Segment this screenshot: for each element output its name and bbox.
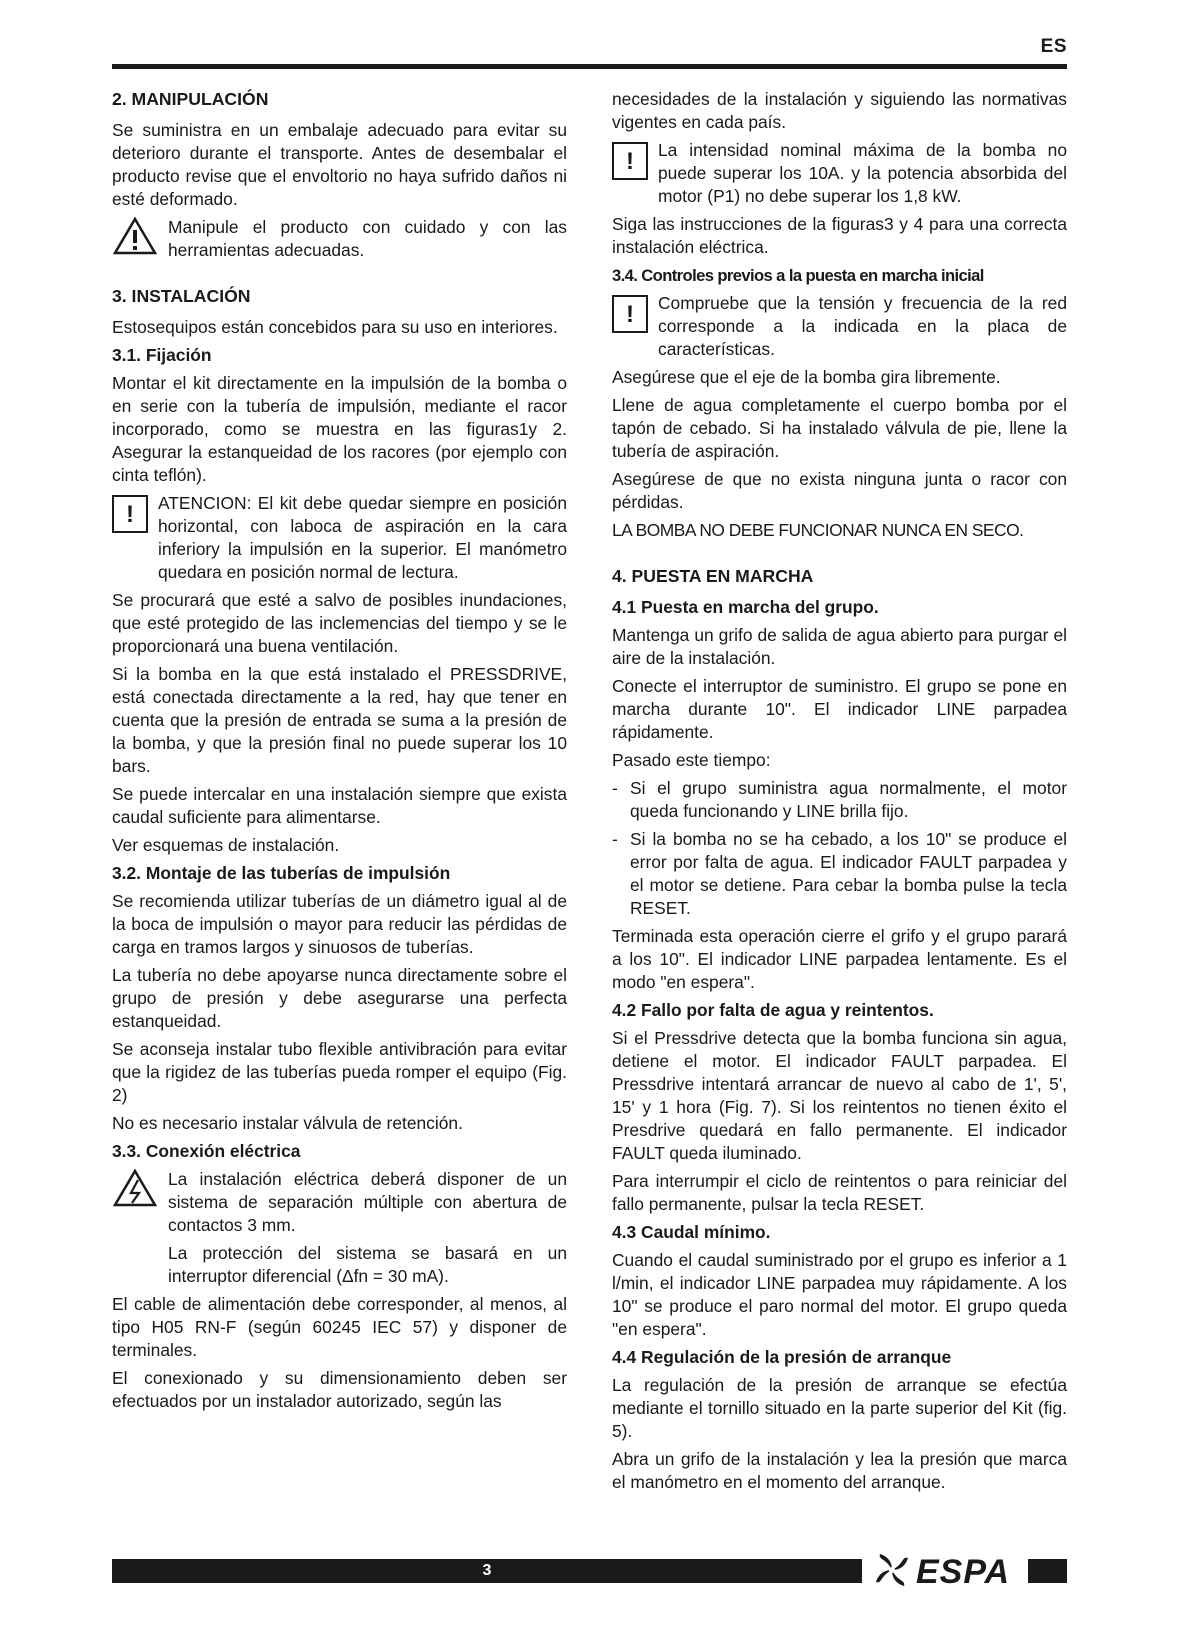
paragraph: No es necesario instalar válvula de retención. — [112, 1113, 463, 1133]
paragraph: El cable de alimentación debe corresponder, al menos, al tipo H05 RN-F (según 60245 IEC 57) y disponer de terminales. — [112, 1294, 567, 1360]
paragraph: Si el Pressdrive detecta que la bomba funciona sin agua, detiene el motor. El indicador FAULT parpadea. El Pressdrive intentará arrancar de nuevo al cabo de 1', 5', 15' y 1 hora (Fig. 7). Si los reintentos no tienen éxito el Presdrive quedará en fallo permanente. El indicador FAULT queda iluminado. — [612, 1028, 1067, 1163]
paragraph: El conexionado y su dimensionamiento deben ser efectuados por un instalador autorizado, según las — [112, 1368, 567, 1411]
paragraph: Se recomienda utilizar tuberías de un diámetro igual al de la boca de impulsión o mayor para reducir las pérdidas de carga en tramos largos y sinuosos de tuberías. — [112, 891, 567, 957]
paragraph: Llene de agua completamente el cuerpo bomba por el tapón de cebado. Si ha instalado válvula de pie, llene la tubería de aspiración. — [612, 395, 1067, 461]
paragraph: Siga las instrucciones de la figuras3 y 4 para una correcta instalación eléctrica. — [612, 214, 1067, 257]
section-4-4-title: 4.4 Regulación de la presión de arranque — [612, 1347, 952, 1367]
paragraph: Conecte el interruptor de suministro. El grupo se pone en marcha durante 10". El indicador LINE parpadea rápidamente. — [612, 676, 1067, 742]
paragraph: Si la bomba en la que está instalado el PRESSDRIVE, está conectada directamente a la red, hay que tener en cuenta que la presión de entrada se suma a la presión de la bomba, y que la presión final no puede superar los 10 bars. — [112, 664, 567, 776]
caution-note — [612, 139, 1067, 208]
header-rule — [112, 64, 1067, 69]
warning-note — [112, 216, 567, 262]
paragraph: La protección del sistema se basará en un interruptor diferencial (Δfn = 30 mA). — [168, 1243, 567, 1286]
paragraph: Abra un grifo de la instalación y lea la presión que marca el manómetro en el momento del arranque. — [612, 1449, 1067, 1492]
section-4-title: 4. PUESTA EN MARCHA — [612, 566, 814, 586]
language-code: ES — [1040, 36, 1067, 57]
espa-logo-icon — [872, 1550, 912, 1595]
caution-text: La intensidad nominal máxima de la bomba no puede superar los 10A. y la potencia absorbida del motor (P1) no debe superar los 1,8 kW. — [658, 140, 1067, 206]
caution-note — [112, 492, 567, 584]
paragraph: Cuando el caudal suministrado por el grupo es inferior a 1 l/min, el indicador LINE parpadea muy rápidamente. A los 10" se produce el paro normal del motor. El grupo queda "en espera". — [612, 1250, 1067, 1339]
section-3-4-title: 3.4. Controles previos a la puesta en marcha inicial — [612, 266, 984, 285]
brand-logo — [872, 1550, 1010, 1595]
paragraph: Asegúrese que el eje de la bomba gira libremente. — [612, 367, 1001, 387]
caution-text: Compruebe que la tensión y frecuencia de la red corresponde a la indicada en la placa de características. — [658, 293, 1067, 359]
paragraph: necesidades de la instalación y siguiendo las normativas vigentes en cada país. — [612, 89, 1067, 132]
list-item: - Si la bomba no se ha cebado, a los 10" se produce el error por falta de agua. El indicador FAULT parpadea y el motor se detiene. Para cebar la bomba pulse la tecla RESET. — [612, 829, 1067, 918]
right-column — [612, 88, 1067, 1499]
paragraph: Estosequipos están concebidos para su uso en interiores. — [112, 317, 558, 337]
paragraph: Ver esquemas de instalación. — [112, 835, 340, 855]
paragraph: La tubería no debe apoyarse nunca directamente sobre el grupo de presión y debe asegurarse una perfecta estanqueidad. — [112, 965, 567, 1031]
section-4-1-title: 4.1 Puesta en marcha del grupo. — [612, 597, 879, 617]
section-2-title: 2. MANIPULACIÓN — [112, 89, 269, 109]
exclamation-box-icon: ! — [612, 295, 648, 333]
paragraph: Se procurará que esté a salvo de posibles inundaciones, que esté protegido de las inclemencias del tiempo y se le proporcionará una buena ventilación. — [112, 590, 567, 656]
list-item: - Si el grupo suministra agua normalmente, el motor queda funcionando y LINE brilla fijo. — [612, 778, 1067, 821]
section-3-3-title: 3.3. Conexión eléctrica — [112, 1141, 301, 1161]
paragraph: Montar el kit directamente en la impulsión de la bomba o en serie con la tubería de impulsión, mediante el racor incorporado, como se muestra en las figuras1y 2. Asegurar la estanqueidad de los racores (por ejemplo con cinta teflón). — [112, 373, 567, 485]
paragraph: Para interrumpir el ciclo de reintentos o para reiniciar del fallo permanente, pulsar la tecla RESET. — [612, 1171, 1067, 1214]
warning-triangle-icon — [112, 216, 158, 262]
paragraph: Se puede intercalar en una instalación siempre que exista caudal suficiente para alimentarse. — [112, 784, 567, 827]
exclamation-box-icon: ! — [612, 142, 648, 180]
section-4-2-title: 4.2 Fallo por falta de agua y reintentos. — [612, 1000, 934, 1020]
paragraph: La regulación de la presión de arranque se efectúa mediante el tornillo situado en la parte superior del Kit (fig. 5). — [612, 1375, 1067, 1441]
paragraph: Se aconseja instalar tubo flexible antivibración para evitar que la rigidez de las tuberías pueda romper el equipo (Fig. 2) — [112, 1039, 567, 1105]
left-column — [112, 88, 567, 1418]
paragraph: Pasado este tiempo: — [612, 750, 771, 770]
footer-block — [1028, 1559, 1067, 1583]
paragraph: Mantenga un grifo de salida de agua abierto para purgar el aire de la instalación. — [612, 625, 1067, 668]
section-3-title: 3. INSTALACIÓN — [112, 286, 251, 306]
section-3-1-title: 3.1. Fijación — [112, 345, 212, 365]
list-item-text: Si el grupo suministra agua normalmente, el motor queda funcionando y LINE brilla fijo. — [630, 778, 1067, 821]
paragraph: Se suministra en un embalaje adecuado para evitar su deterioro durante el transporte. Antes de desembalar el producto revise que el envoltorio no haya sufrido daños ni esté deformado. — [112, 120, 567, 209]
electric-warning-text: La instalación eléctrica deberá disponer de un sistema de separación múltiple con abertura de contactos 3 mm. — [168, 1169, 567, 1235]
brand-name: ESPA — [916, 1553, 1011, 1591]
electric-warning-note — [112, 1168, 567, 1237]
electric-hazard-icon — [112, 1168, 158, 1214]
caution-note — [612, 292, 1067, 361]
paragraph: Asegúrese de que no exista ninguna junta o racor con pérdidas. — [612, 469, 1067, 512]
paragraph: Terminada esta operación cierre el grifo y el grupo parará a los 10". El indicador LINE parpadea lentamente. Es el modo "en espera". — [612, 926, 1067, 992]
page-number: 3 — [112, 1559, 862, 1583]
section-3-2-title: 3.2. Montaje de las tuberías de impulsión — [112, 863, 451, 883]
exclamation-box-icon: ! — [112, 495, 148, 533]
list-item-text: Si la bomba no se ha cebado, a los 10" se produce el error por falta de agua. El indicador FAULT parpadea y el motor se detiene. Para cebar la bomba pulse la tecla RESET. — [630, 829, 1067, 918]
warning-text: Manipule el producto con cuidado y con las herramientas adecuadas. — [168, 217, 567, 260]
section-4-3-title: 4.3 Caudal mínimo. — [612, 1222, 771, 1242]
caution-text: ATENCION: El kit debe quedar siempre en posición horizontal, con laboca de aspiración en la cara inferiory la impulsión en la superior. El manómetro quedara en posición normal de lectura. — [158, 493, 567, 582]
dry-run-warning: LA BOMBA NO DEBE FUNCIONAR NUNCA EN SECO. — [612, 520, 1024, 540]
